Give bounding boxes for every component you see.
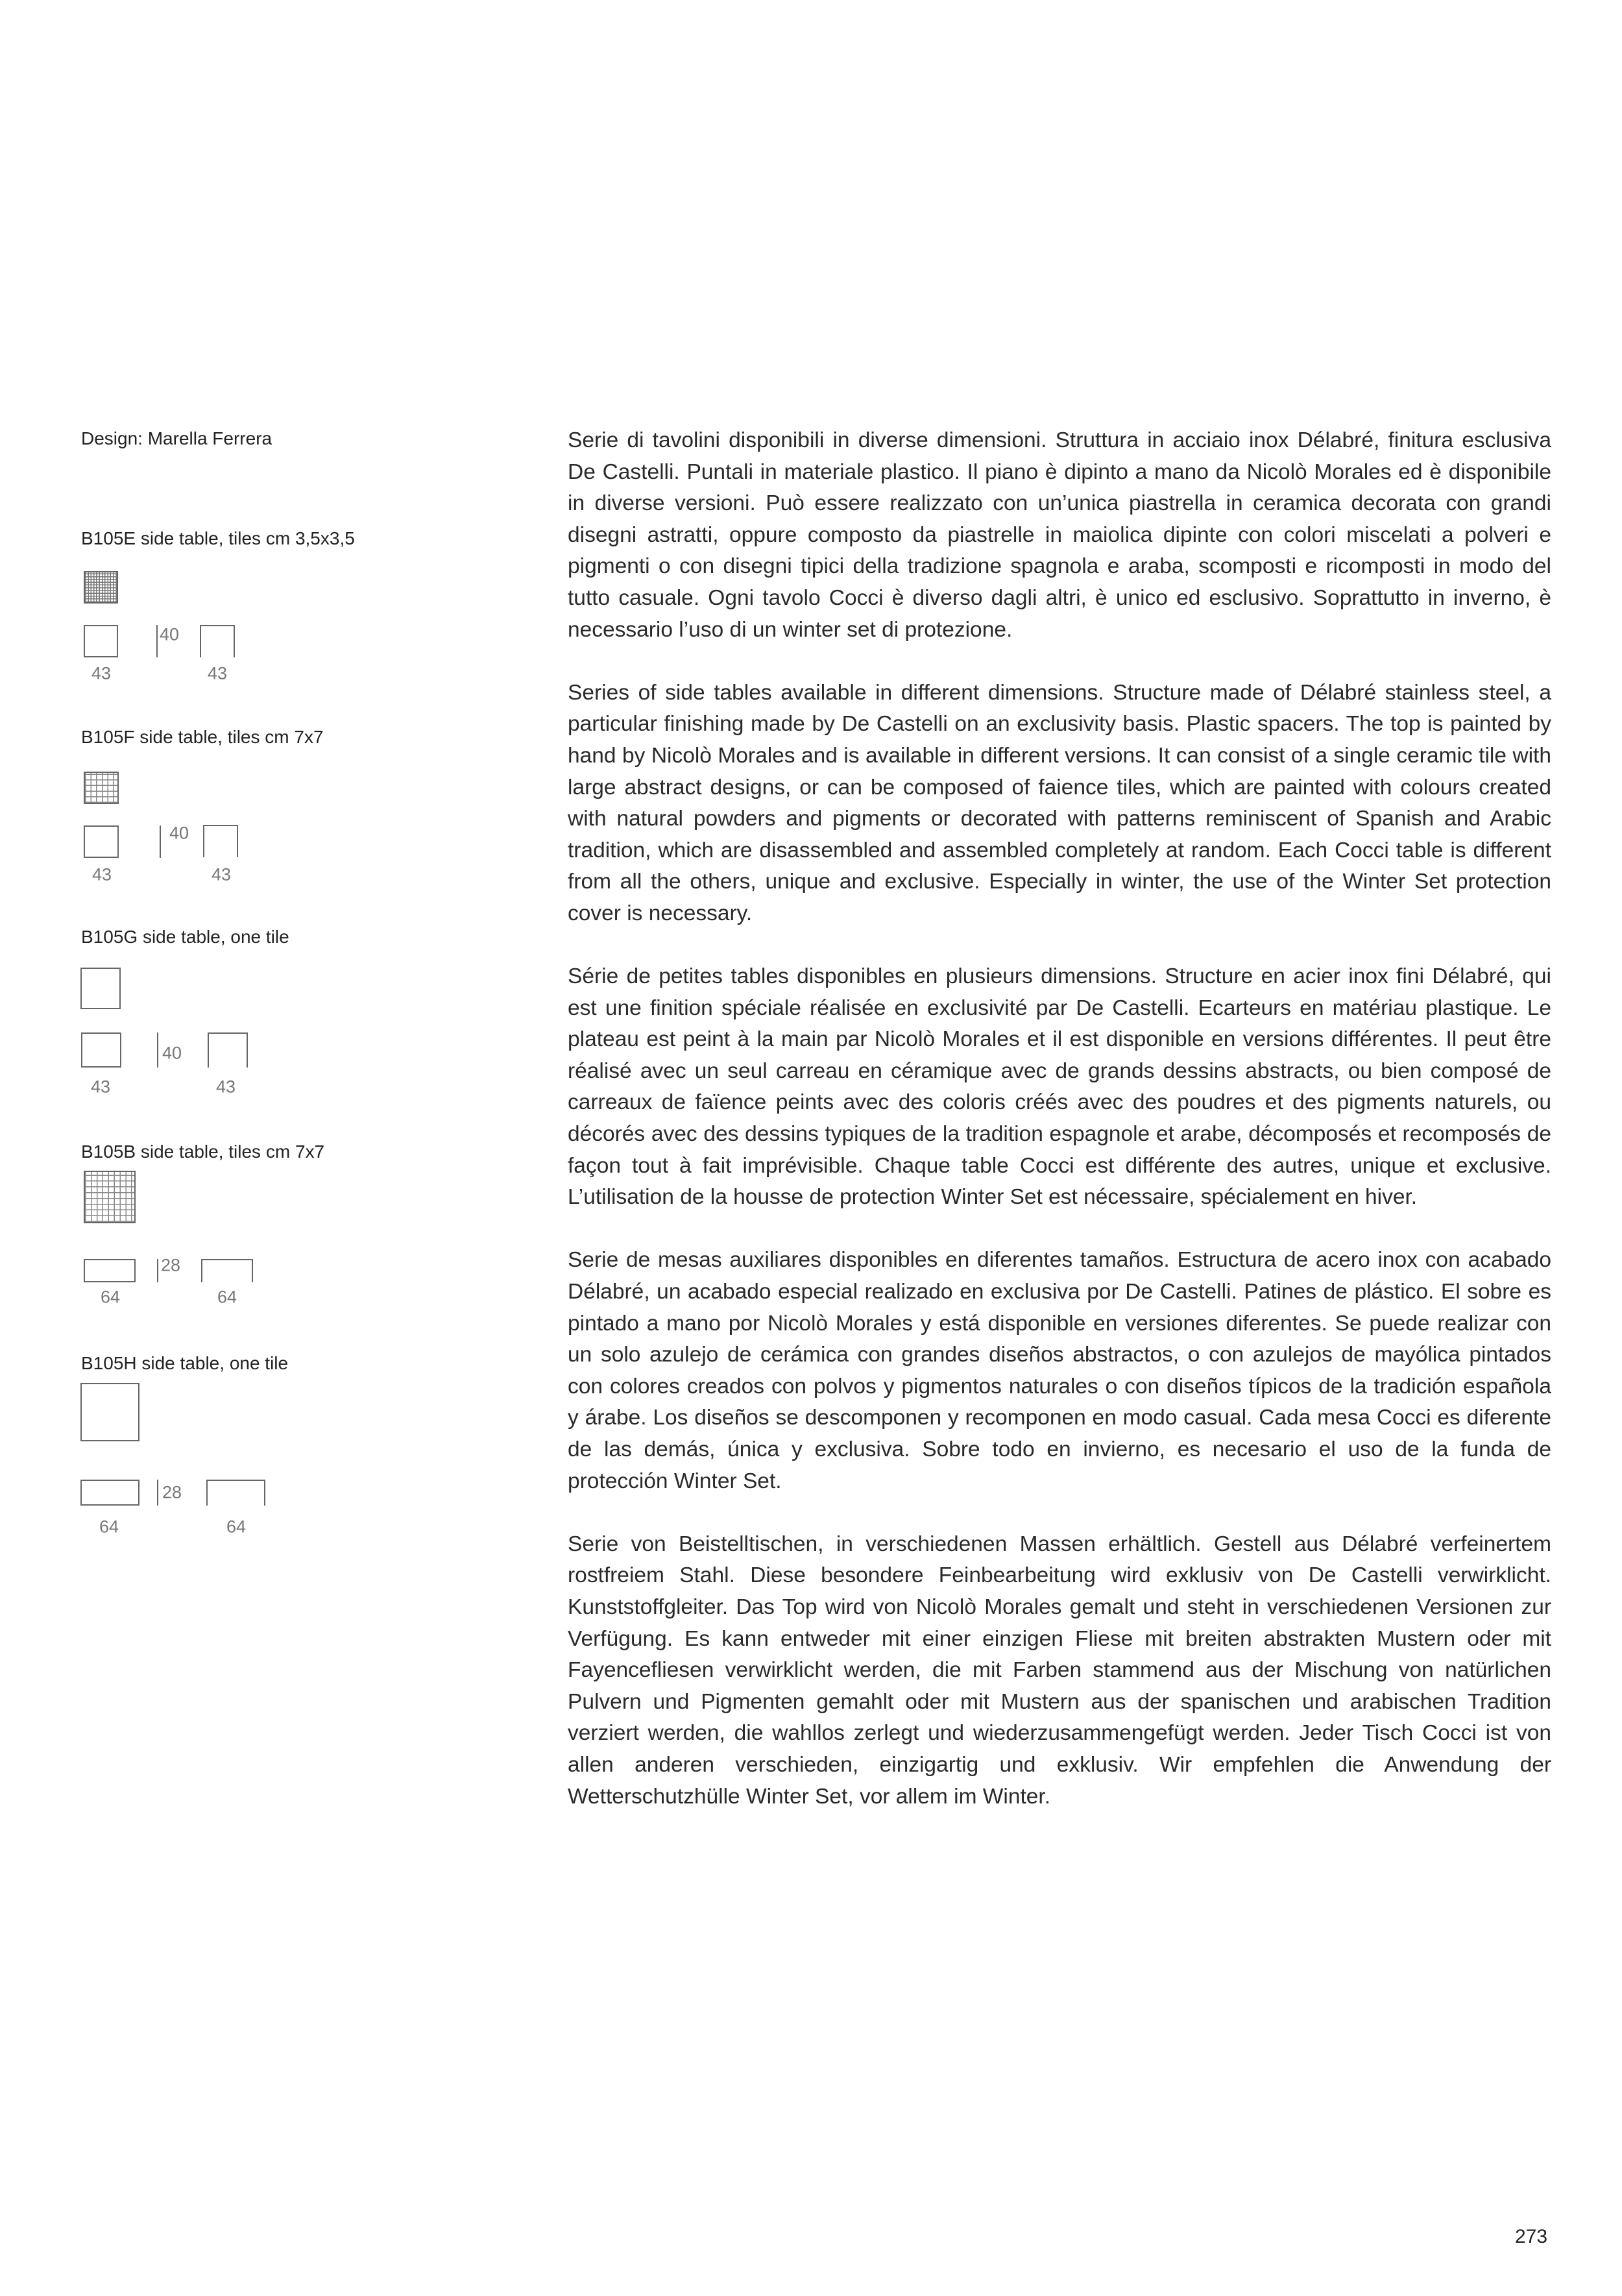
top-view-tiled	[84, 571, 118, 604]
product-title: B105E side table, tiles cm 3,5x3,5	[81, 528, 355, 548]
height-line	[156, 625, 158, 657]
width-dimension: 43	[91, 663, 112, 683]
plan-view	[81, 1032, 121, 1068]
plan-view	[84, 1259, 136, 1282]
designer-credit: Design: Marella Ferrera	[81, 428, 272, 448]
side-view	[206, 1480, 265, 1506]
width-dimension: 64	[99, 1517, 119, 1537]
height-line	[157, 1259, 158, 1282]
width-dimension: 64	[101, 1287, 121, 1307]
width-dimension: 43	[92, 864, 112, 885]
height-dimension: 28	[162, 1482, 182, 1502]
top-view-tiled	[84, 772, 119, 804]
paragraph-french: Série de petites tables disponibles en plusieurs dimensions. Structure en acier inox fini Délabré, qui est une finition spéciale réalisée en exclusivité par De Castelli. Ecarteurs en matériau plastique. Le plateau est peint à la main par Nicolò Morales et il est disponible en versions différentes. Il peut être réalisé avec un seul carreau en céramique avec de grands dessins abstracts, ou bien composé de carreaux de faïence peints avec des coloris créés avec des poudres et des pigments naturels, ou décorés avec des dessins typiques de la tradition espagnole et arabe, décomposés et recomposés de façon tout à fait imprévisible. Chaque table Cocci est différente des autres, unique et exclusive. L’utilisation de la housse de protection Winter Set est nécessaire, spécialement en hiver.	[568, 964, 1551, 1210]
height-dimension: 40	[169, 823, 189, 843]
width-dimension-side: 64	[226, 1517, 247, 1537]
height-line	[157, 1032, 158, 1068]
paragraph-english: Series of side tables available in different dimensions. Structure made of Délabré stainless steel, a particular finishing made by De Castelli on an exclusivity basis. Plastic spacers. The top is painted by hand by Nicolò Morales and is available in different versions. It can consist of a single ceramic tile with large abstract designs, or can be composed of faience tiles, which are painted with colours created with natural powders and pigments or decorated with patterns reminiscent of Spanish and Arabic tradition, which are disassembled and assembled completely at random. Each Cocci table is different from all the others, unique and exclusive. Especially in winter, the use of the Winter Set protection cover is necessary.	[568, 680, 1551, 925]
plan-view	[80, 1480, 139, 1506]
top-view-one-tile	[80, 1383, 139, 1441]
height-dimension: 40	[162, 1043, 182, 1063]
paragraph-german: Serie von Beistelltischen, in verschiedenen Massen erhältlich. Gestell aus Délabré verfeinertem rostfreiem Stahl. Diese besondere Feinbearbeitung wird exklusiv von De Castelli verwirklicht. Kunststoffgleiter. Das Top wird von Nicolò Morales gemalt und steht in verschiedenen Versionen zur Verfügung. Es kann entweder mit einer einzigen Fliese mit breiten abstrakten Mustern oder mit Fayencefliesen verwirklicht werden, die mit Farben stammend aus der Mischung von natürlichen Pulvern und Pigmenten gemahlt oder mit Mustern aus der spanischen und arabischen Tradition verziert werden, die wahllos zerlegt und wiederzusammengefügt werden. Jeder Tisch Cocci ist von allen anderen verschieden, einzigartig und exklusiv. Wir empfehlen die Anwendung der Wetterschutzhülle Winter Set, vor allem im Winter.	[568, 1532, 1551, 1809]
product-title: B105B side table, tiles cm 7x7	[81, 1142, 325, 1162]
height-line	[157, 1480, 158, 1506]
product-title: B105H side table, one tile	[81, 1353, 289, 1373]
plan-view	[84, 625, 118, 657]
height-dimension: 40	[160, 624, 180, 644]
plan-view	[84, 825, 119, 858]
top-view-tiled	[84, 1171, 136, 1223]
side-view	[200, 625, 235, 657]
width-dimension-side: 43	[208, 663, 228, 683]
width-dimension: 43	[91, 1077, 111, 1097]
page-number: 273	[1515, 2226, 1548, 2247]
width-dimension-side: 64	[217, 1287, 237, 1307]
description-text	[568, 425, 1551, 1844]
product-title: B105G side table, one tile	[81, 927, 289, 947]
height-dimension: 28	[161, 1255, 181, 1275]
side-view	[203, 825, 238, 857]
paragraph-spanish: Serie de mesas auxiliares disponibles en diferentes tamaños. Estructura de acero inox con acabado Délabré, un acabado especial realizado en exclusiva por De Castelli. Patines de plástico. El sobre es pintado a mano por Nicolò Morales y está disponible en versiones diferentes. Se puede realizar con un solo azulejo de cerámica con grandes diseños abstractos, o con azulejos de mayólica pintados con colores creados con polvos y pigmentos naturales o con diseños típicos de la tradición española y árabe. Los diseños se descomponen y recomponen en modo casual. Cada mesa Cocci es diferente de las demás, única y exclusiva. Sobre todo en invierno, es necesario el uso de la funda de protección Winter Set.	[568, 1248, 1551, 1493]
product-title: B105F side table, tiles cm 7x7	[81, 727, 324, 747]
top-view-one-tile	[80, 968, 121, 1009]
width-dimension-side: 43	[212, 864, 232, 885]
side-view	[201, 1259, 253, 1282]
side-view	[208, 1032, 248, 1068]
width-dimension-side: 43	[216, 1077, 236, 1097]
height-line	[160, 825, 161, 858]
paragraph-italian: Serie di tavolini disponibili in diverse dimensioni. Struttura in acciaio inox Délabré, finitura esclusiva De Castelli. Puntali in materiale plastico. Il piano è dipinto a mano da Nicolò Morales ed è disponibile in diverse versioni. Può essere realizzato con un’unica piastrella in ceramica decorata con grandi disegni astratti, oppure composto da piastrelle in maiolica dipinte con colori miscelati a polveri e pigmenti o con disegni tipici della tradizione spagnola e araba, scomposti e ricomposti in modo del tutto casuale. Ogni tavolo Cocci è diverso dagli altri, è unico ed esclusivo. Soprattutto in inverno, è necessario l’uso di un winter set di protezione.	[568, 428, 1551, 642]
